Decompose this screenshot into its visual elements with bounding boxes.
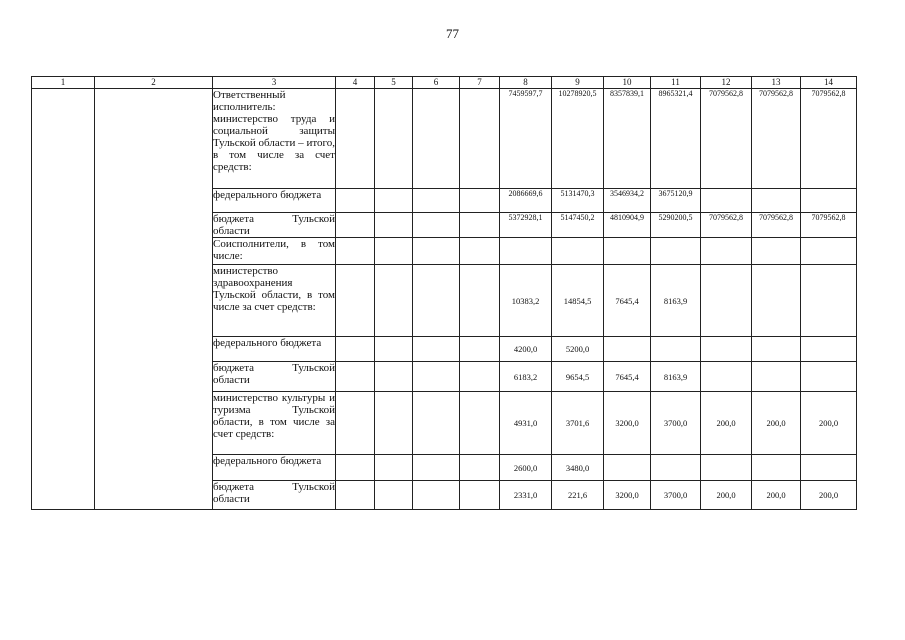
value-cell-col14: 200,0 bbox=[801, 481, 857, 510]
value-cell-col9: 221,6 bbox=[552, 481, 604, 510]
row-label: бюджета Тульской области bbox=[213, 213, 335, 237]
value-cell-col8: 5372928,1 bbox=[500, 213, 552, 238]
value-cell-col14 bbox=[801, 362, 857, 392]
header-col-13: 13 bbox=[752, 77, 801, 89]
value-cell-col8: 2600,0 bbox=[500, 455, 552, 481]
header-col-9: 9 bbox=[552, 77, 604, 89]
empty-cell-col7 bbox=[460, 392, 500, 455]
value-cell-col11: 8163,9 bbox=[651, 362, 701, 392]
empty-cell-col6 bbox=[413, 455, 460, 481]
empty-cell-col7 bbox=[460, 337, 500, 362]
value-cell-col12: 200,0 bbox=[701, 392, 752, 455]
empty-cell-col6 bbox=[413, 213, 460, 238]
empty-cell-col5 bbox=[375, 89, 413, 189]
page-number: 77 bbox=[446, 26, 459, 41]
value-cell-col11: 8965321,4 bbox=[651, 89, 701, 189]
value-cell-col13: 200,0 bbox=[752, 481, 801, 510]
row-label: бюджета Тульской области bbox=[213, 481, 336, 510]
value-cell-col9: 5147450,2 bbox=[552, 213, 604, 238]
budget-table bbox=[31, 76, 857, 510]
value-cell-col10: 3546934,2 bbox=[604, 189, 651, 213]
value-cell-col14 bbox=[801, 189, 857, 213]
header-col-6: 6 bbox=[413, 77, 460, 89]
value-cell-col10: 7645,4 bbox=[604, 362, 651, 392]
value-cell-col8: 6183,2 bbox=[500, 362, 552, 392]
value-cell-col8: 10383,2 bbox=[500, 265, 552, 337]
value-cell-col9: 3701,6 bbox=[552, 392, 604, 455]
value-cell-col9: 5131470,3 bbox=[552, 189, 604, 213]
empty-cell-col4 bbox=[336, 265, 375, 337]
value-cell-col10: 4810904,9 bbox=[604, 213, 651, 238]
value-cell-col11 bbox=[651, 337, 701, 362]
empty-cell-col5 bbox=[375, 265, 413, 337]
empty-cell-col4 bbox=[336, 481, 375, 510]
value-cell-col13 bbox=[752, 238, 801, 265]
row-label: Ответственный исполнитель: министерство труда и социальной защиты Тульской области – итого, в том числе за счет средств: bbox=[213, 89, 336, 189]
empty-cell-col5 bbox=[375, 238, 413, 265]
value-cell-col14: 7079562,8 bbox=[801, 213, 857, 238]
empty-cell-col5 bbox=[375, 455, 413, 481]
value-cell-col12 bbox=[701, 337, 752, 362]
empty-cell-col6 bbox=[413, 481, 460, 510]
col1-merged-cell bbox=[32, 89, 95, 510]
header-col-2: 2 bbox=[95, 77, 213, 89]
value-cell-col13 bbox=[752, 362, 801, 392]
row-label: федерального бюджета bbox=[213, 455, 336, 481]
value-cell-col10: 3200,0 bbox=[604, 481, 651, 510]
empty-cell-col6 bbox=[413, 392, 460, 455]
empty-cell-col5 bbox=[375, 189, 413, 213]
value-cell-col14 bbox=[801, 455, 857, 481]
empty-cell-col4 bbox=[336, 392, 375, 455]
value-cell-col14: 200,0 bbox=[801, 392, 857, 455]
empty-cell-col6 bbox=[413, 238, 460, 265]
empty-cell-col4 bbox=[336, 213, 375, 238]
value-cell-col10 bbox=[604, 238, 651, 265]
header-col-4: 4 bbox=[336, 77, 375, 89]
value-cell-col9 bbox=[552, 238, 604, 265]
value-cell-col14: 7079562,8 bbox=[801, 89, 857, 189]
value-cell-col10: 3200,0 bbox=[604, 392, 651, 455]
empty-cell-col7 bbox=[460, 238, 500, 265]
value-cell-col8: 4200,0 bbox=[500, 337, 552, 362]
value-cell-col13: 200,0 bbox=[752, 392, 801, 455]
empty-cell-col7 bbox=[460, 189, 500, 213]
empty-cell-col4 bbox=[336, 189, 375, 213]
value-cell-col14 bbox=[801, 337, 857, 362]
empty-cell-col4 bbox=[336, 455, 375, 481]
value-cell-col9: 9654,5 bbox=[552, 362, 604, 392]
value-cell-col8: 7459597,7 bbox=[500, 89, 552, 189]
value-cell-col12: 7079562,8 bbox=[701, 213, 752, 238]
table-row bbox=[32, 89, 857, 189]
header-col-14: 14 bbox=[801, 77, 857, 89]
value-cell-col11: 3700,0 bbox=[651, 481, 701, 510]
empty-cell-col5 bbox=[375, 392, 413, 455]
empty-cell-col7 bbox=[460, 455, 500, 481]
value-cell-col11: 3675120,9 bbox=[651, 189, 701, 213]
value-cell-col10 bbox=[604, 455, 651, 481]
value-cell-col14 bbox=[801, 238, 857, 265]
empty-cell-col5 bbox=[375, 337, 413, 362]
empty-cell-col5 bbox=[375, 213, 413, 238]
value-cell-col12 bbox=[701, 362, 752, 392]
value-cell-col10: 7645,4 bbox=[604, 265, 651, 337]
value-cell-col10: 8357839,1 bbox=[604, 89, 651, 189]
empty-cell-col7 bbox=[460, 265, 500, 337]
value-cell-col9: 10278920,5 bbox=[552, 89, 604, 189]
empty-cell-col6 bbox=[413, 265, 460, 337]
header-col-11: 11 bbox=[651, 77, 701, 89]
value-cell-col9: 5200,0 bbox=[552, 337, 604, 362]
header-col-1: 1 bbox=[32, 77, 95, 89]
row-label: бюджета Тульской области bbox=[213, 362, 336, 392]
value-cell-col9: 14854,5 bbox=[552, 265, 604, 337]
value-cell-col8: 2086669,6 bbox=[500, 189, 552, 213]
value-cell-col12 bbox=[701, 238, 752, 265]
value-cell-col8: 4931,0 bbox=[500, 392, 552, 455]
empty-cell-col4 bbox=[336, 362, 375, 392]
value-cell-col11: 3700,0 bbox=[651, 392, 701, 455]
value-cell-col12 bbox=[701, 455, 752, 481]
header-col-7: 7 bbox=[460, 77, 500, 89]
empty-cell-col4 bbox=[336, 89, 375, 189]
empty-cell-col6 bbox=[413, 89, 460, 189]
value-cell-col11 bbox=[651, 238, 701, 265]
empty-cell-col6 bbox=[413, 337, 460, 362]
col2-merged-cell bbox=[95, 89, 213, 510]
value-cell-col10 bbox=[604, 337, 651, 362]
value-cell-col12: 200,0 bbox=[701, 481, 752, 510]
header-col-8: 8 bbox=[500, 77, 552, 89]
value-cell-col14 bbox=[801, 265, 857, 337]
value-cell-col8 bbox=[500, 238, 552, 265]
row-label: министерство культуры и туризма Тульской области, в том числе за счет средств: bbox=[213, 392, 336, 455]
header-row bbox=[32, 77, 857, 89]
empty-cell-col4 bbox=[336, 337, 375, 362]
value-cell-col11: 5290200,5 bbox=[651, 213, 701, 238]
value-cell-col11: 8163,9 bbox=[651, 265, 701, 337]
empty-cell-col7 bbox=[460, 481, 500, 510]
empty-cell-col4 bbox=[336, 238, 375, 265]
value-cell-col12 bbox=[701, 265, 752, 337]
header-col-12: 12 bbox=[701, 77, 752, 89]
value-cell-col9: 3480,0 bbox=[552, 455, 604, 481]
row-label: Соисполнители, в том числе: bbox=[213, 238, 336, 265]
header-col-10: 10 bbox=[604, 77, 651, 89]
value-cell-col13 bbox=[752, 455, 801, 481]
value-cell-col13: 7079562,8 bbox=[752, 213, 801, 238]
header-col-5: 5 bbox=[375, 77, 413, 89]
empty-cell-col7 bbox=[460, 213, 500, 238]
value-cell-col13 bbox=[752, 265, 801, 337]
empty-cell-col7 bbox=[460, 89, 500, 189]
empty-cell-col5 bbox=[375, 362, 413, 392]
row-label: министерство здравоохранения Тульской области, в том числе за счет средств: bbox=[213, 265, 336, 337]
value-cell-col13 bbox=[752, 189, 801, 213]
empty-cell-col6 bbox=[413, 189, 460, 213]
value-cell-col8: 2331,0 bbox=[500, 481, 552, 510]
value-cell-col12 bbox=[701, 189, 752, 213]
empty-cell-col6 bbox=[413, 362, 460, 392]
row-label: федерального бюджета bbox=[213, 337, 336, 362]
empty-cell-col7 bbox=[460, 362, 500, 392]
value-cell-col13 bbox=[752, 337, 801, 362]
header-col-3: 3 bbox=[213, 77, 336, 89]
value-cell-col11 bbox=[651, 455, 701, 481]
row-label: федерального бюджета bbox=[213, 189, 336, 213]
value-cell-col13: 7079562,8 bbox=[752, 89, 801, 189]
value-cell-col12: 7079562,8 bbox=[701, 89, 752, 189]
empty-cell-col5 bbox=[375, 481, 413, 510]
